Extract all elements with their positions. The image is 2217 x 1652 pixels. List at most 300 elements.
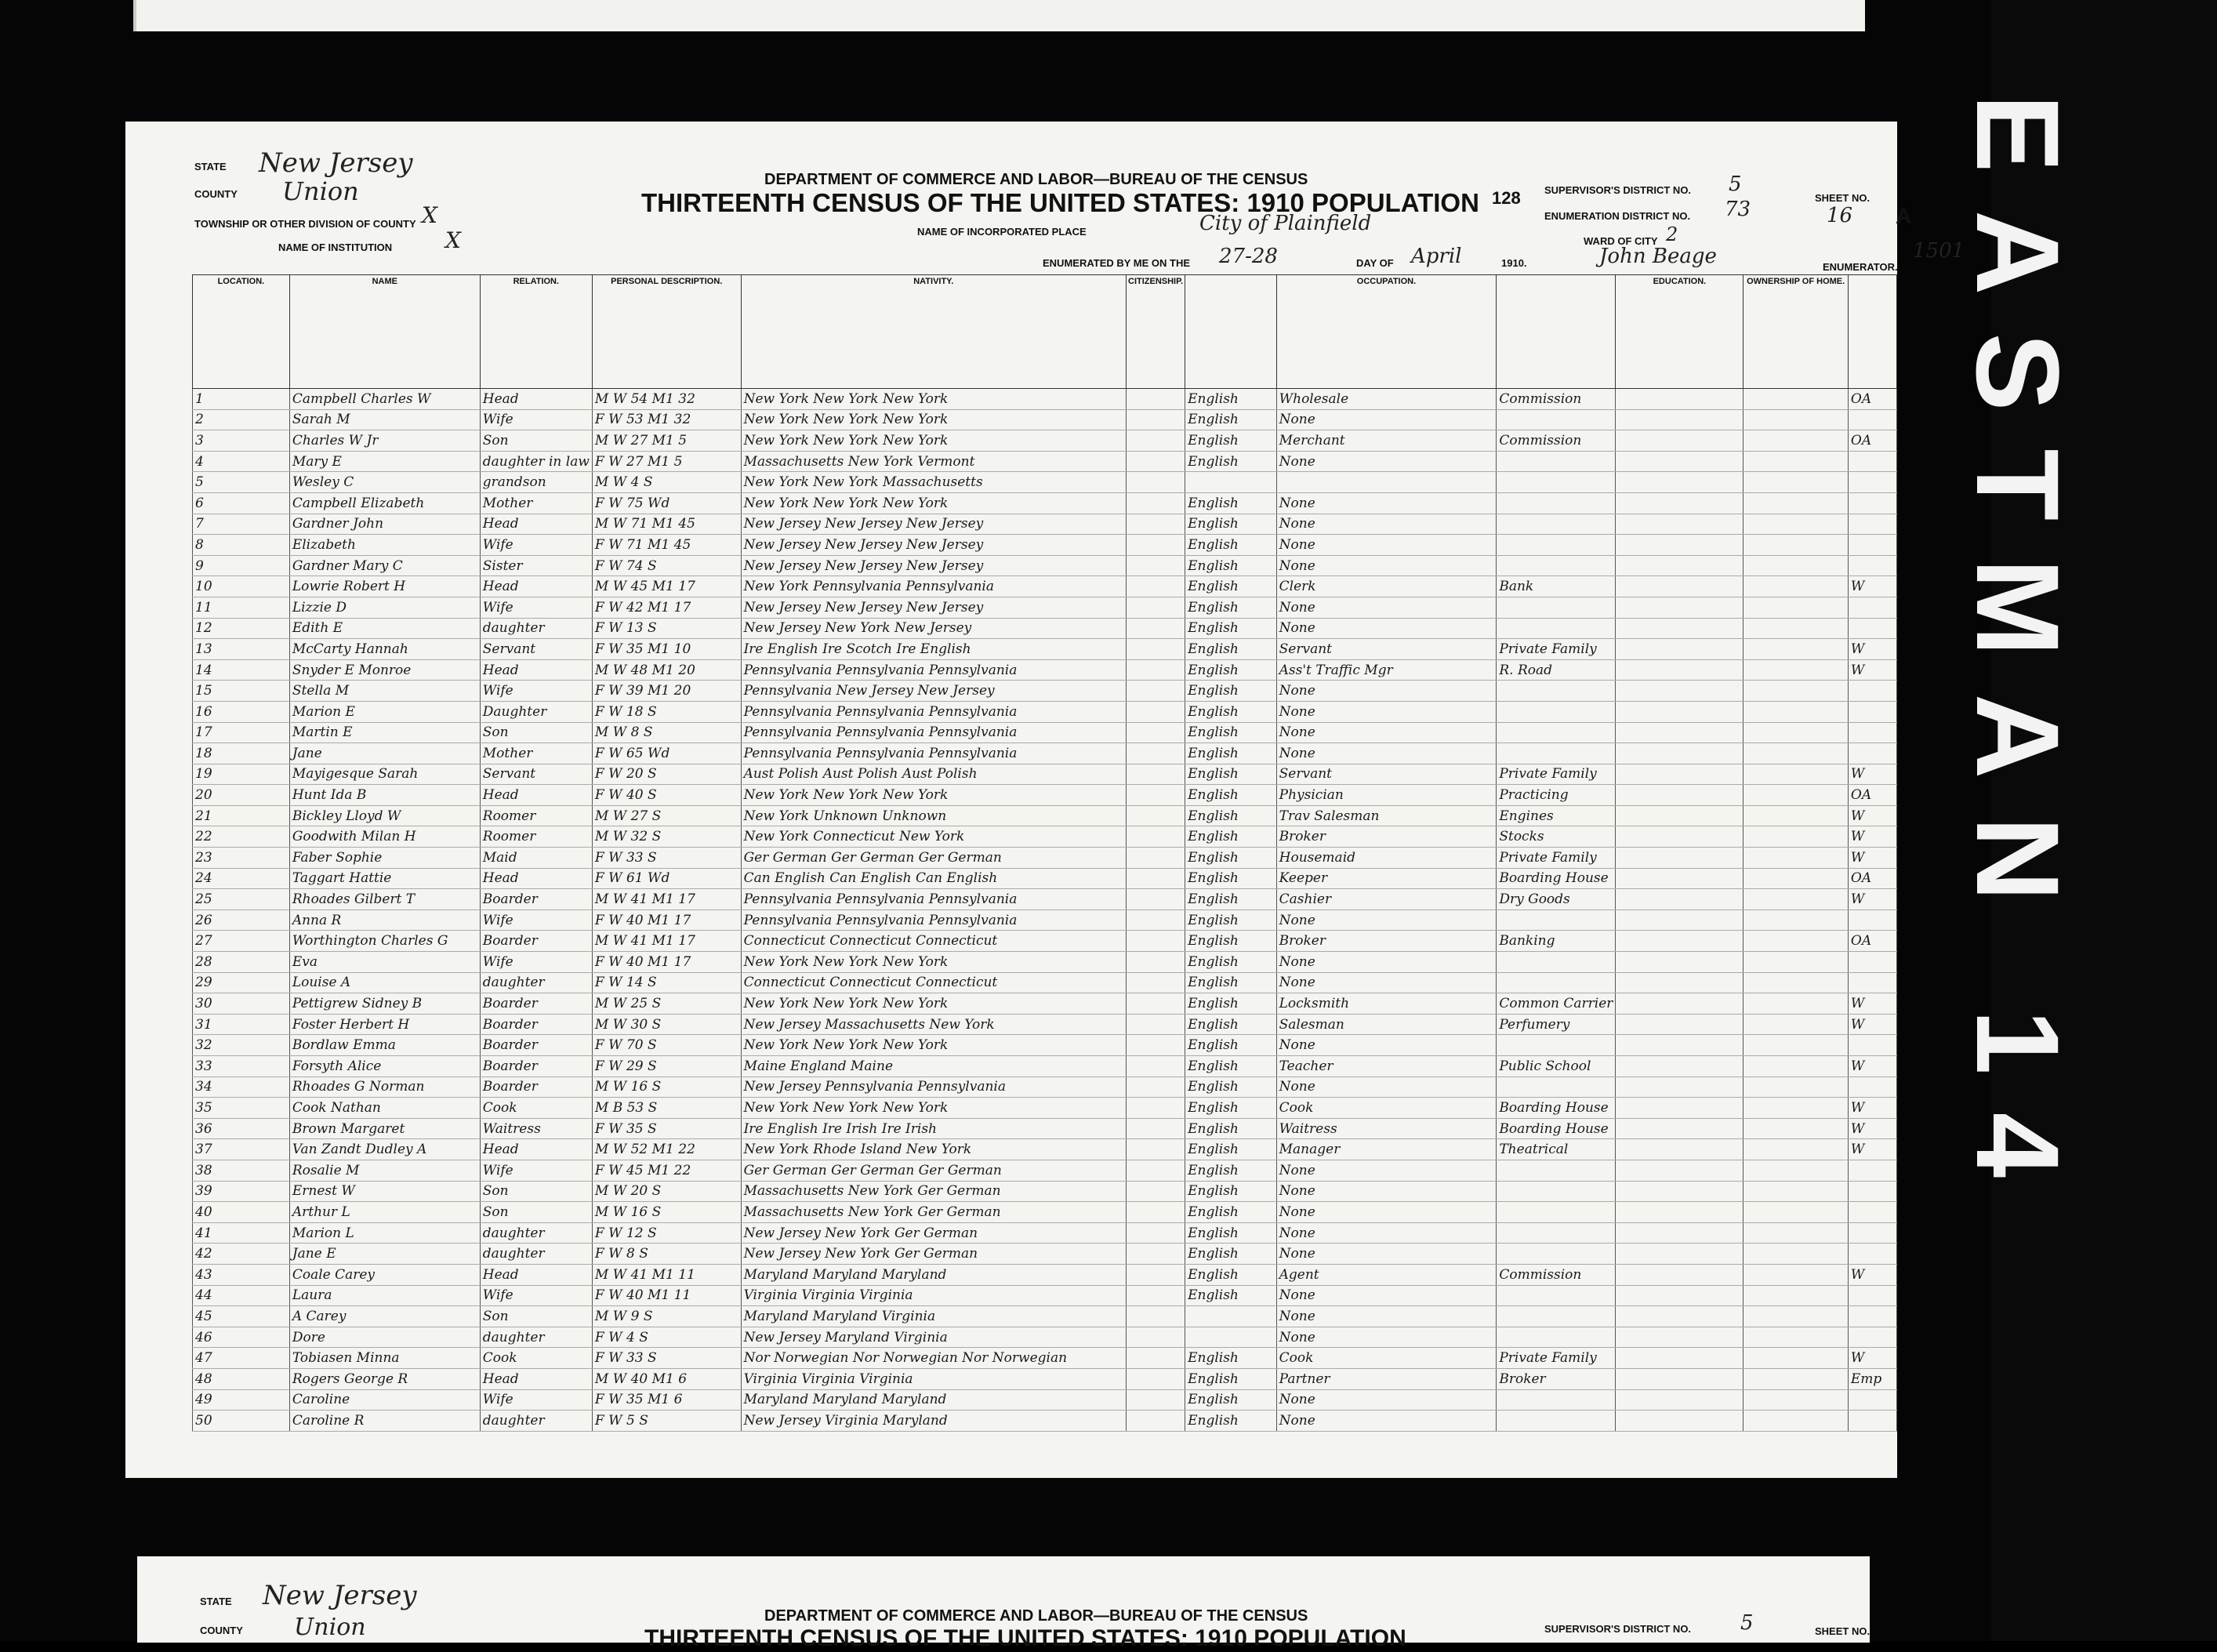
cell-ownership (1743, 681, 1849, 702)
cell-citizenship (1127, 492, 1185, 514)
cell-employer-class (1848, 555, 1896, 576)
cell-occupation: Cashier (1276, 889, 1497, 910)
cell-employer-class: W (1848, 1118, 1896, 1139)
cell-citizenship (1127, 1368, 1185, 1389)
cell-personal: F W 74 S (592, 555, 741, 576)
cell-industry: Engines (1497, 805, 1616, 826)
enumerated-label: ENUMERATED BY ME ON THE (1043, 257, 1191, 269)
cell-name: Sarah M (289, 409, 480, 430)
cell-occupation: None (1276, 1244, 1497, 1265)
cell-industry: Boarding House (1497, 868, 1616, 889)
cell-line-number: 44 (193, 1285, 290, 1306)
cell-nativity: New Jersey New Jersey New Jersey (741, 514, 1126, 535)
cell-education (1616, 1327, 1743, 1348)
cell-industry: Private Family (1497, 848, 1616, 869)
cell-ownership (1743, 1327, 1849, 1348)
cell-name: Dore (289, 1327, 480, 1348)
cell-nativity: New York Connecticut New York (741, 826, 1126, 848)
cell-relation: Head (480, 1368, 592, 1389)
institution-label: NAME OF INSTITUTION (278, 241, 393, 253)
cell-ownership (1743, 451, 1849, 472)
table-row (193, 639, 1897, 660)
cell-education (1616, 1348, 1743, 1369)
cell-ownership (1743, 659, 1849, 681)
cell-citizenship (1127, 409, 1185, 430)
cell-occupation: Waitress (1276, 1118, 1497, 1139)
cell-relation: Servant (480, 764, 592, 785)
cell-relation: Cook (480, 1348, 592, 1369)
cell-line-number: 43 (193, 1264, 290, 1285)
cell-relation: Head (480, 1139, 592, 1160)
cell-education (1616, 785, 1743, 806)
cell-education (1616, 1077, 1743, 1098)
cell-nativity: New York New York New York (741, 389, 1126, 410)
sheet-letter: A (1896, 204, 1912, 228)
cell-employer-class (1848, 1244, 1896, 1265)
cell-relation: Head (480, 514, 592, 535)
cell-ownership (1743, 1202, 1849, 1223)
cell-education (1616, 952, 1743, 973)
cell-citizenship (1127, 1181, 1185, 1202)
cell-personal: M W 25 S (592, 993, 741, 1015)
table-row (193, 1264, 1897, 1285)
cell-name: Ernest W (289, 1181, 480, 1202)
cell-relation: daughter (480, 972, 592, 993)
cell-relation: Cook (480, 1098, 592, 1119)
cell-line-number: 36 (193, 1118, 290, 1139)
cell-employer-class: W (1848, 1056, 1896, 1077)
cell-occupation: Broker (1276, 826, 1497, 848)
cell-occupation: Cook (1276, 1098, 1497, 1119)
cell-nativity: Maryland Maryland Maryland (741, 1264, 1126, 1285)
cell-personal: F W 35 S (592, 1118, 741, 1139)
cell-education (1616, 826, 1743, 848)
cell-relation: Son (480, 1306, 592, 1327)
next-sheet-label: SHEET NO. (1815, 1625, 1870, 1637)
cell-employer-class (1848, 1411, 1896, 1432)
next-department-line: DEPARTMENT OF COMMERCE AND LABOR—BUREAU OF THE CENSUS (764, 1607, 1308, 1625)
enum-district-label: ENUMERATION DISTRICT NO. (1544, 210, 1691, 222)
cell-occupation: None (1276, 1222, 1497, 1244)
table-row (193, 764, 1897, 785)
cell-industry (1497, 555, 1616, 576)
table-row (193, 1348, 1897, 1369)
column-name: NAME (289, 275, 480, 389)
cell-relation: daughter (480, 618, 592, 639)
cell-ownership (1743, 1035, 1849, 1056)
table-row (193, 931, 1897, 952)
cell-line-number: 33 (193, 1056, 290, 1077)
table-row (193, 972, 1897, 993)
cell-citizenship (1127, 826, 1185, 848)
cell-ownership (1743, 1244, 1849, 1265)
cell-citizenship (1127, 639, 1185, 660)
cell-personal: M W 8 S (592, 722, 741, 743)
cell-name: Charles W Jr (289, 430, 480, 452)
cell-citizenship (1127, 1160, 1185, 1181)
cell-citizenship (1127, 618, 1185, 639)
cell-personal: M W 71 M1 45 (592, 514, 741, 535)
cell-relation: Wife (480, 952, 592, 973)
cell-line-number: 8 (193, 535, 290, 556)
cell-name: Marion E (289, 701, 480, 722)
cell-industry (1497, 1077, 1616, 1098)
cell-nativity: New York Rhode Island New York (741, 1139, 1126, 1160)
cell-name: Laura (289, 1285, 480, 1306)
enum-district-value: 73 (1725, 198, 1751, 221)
cell-nativity: New Jersey New York Ger German (741, 1244, 1126, 1265)
cell-ownership (1743, 952, 1849, 973)
cell-employer-class: W (1848, 659, 1896, 681)
cell-occupation: None (1276, 1035, 1497, 1056)
table-row (193, 1014, 1897, 1035)
cell-line-number: 17 (193, 722, 290, 743)
cell-line-number: 15 (193, 681, 290, 702)
cell-language: English (1185, 805, 1277, 826)
cell-citizenship (1127, 1348, 1185, 1369)
cell-name: Snyder E Monroe (289, 659, 480, 681)
cell-relation: Servant (480, 639, 592, 660)
cell-nativity: New Jersey New York Ger German (741, 1222, 1126, 1244)
year-value: 1910. (1501, 257, 1527, 269)
state-label: STATE (194, 161, 227, 172)
cell-nativity: Massachusetts New York Ger German (741, 1181, 1126, 1202)
cell-industry (1497, 409, 1616, 430)
cell-name: Rosalie M (289, 1160, 480, 1181)
cell-ownership (1743, 1014, 1849, 1035)
cell-citizenship (1127, 430, 1185, 452)
cell-occupation: Wholesale (1276, 389, 1497, 410)
cell-name: Tobiasen Minna (289, 1348, 480, 1369)
cell-ownership (1743, 972, 1849, 993)
cell-employer-class: W (1848, 764, 1896, 785)
cell-ownership (1743, 1411, 1849, 1432)
cell-employer-class (1848, 451, 1896, 472)
cell-industry: Commission (1497, 430, 1616, 452)
cell-citizenship (1127, 555, 1185, 576)
cell-relation: Son (480, 722, 592, 743)
cell-education (1616, 555, 1743, 576)
cell-name: Campbell Charles W (289, 389, 480, 410)
cell-nativity: New York New York New York (741, 1035, 1126, 1056)
cell-personal: F W 40 M1 17 (592, 910, 741, 931)
cell-personal: M W 40 M1 6 (592, 1368, 741, 1389)
next-state-label: STATE (200, 1596, 232, 1607)
cell-occupation: Manager (1276, 1139, 1497, 1160)
cell-education (1616, 1139, 1743, 1160)
cell-line-number: 13 (193, 639, 290, 660)
cell-relation: Roomer (480, 826, 592, 848)
cell-personal: F W 20 S (592, 764, 741, 785)
cell-industry (1497, 1160, 1616, 1181)
place-value: City of Plainfield (1199, 212, 1372, 235)
cell-employer-class: OA (1848, 785, 1896, 806)
cell-occupation: Locksmith (1276, 993, 1497, 1015)
cell-language: English (1185, 1411, 1277, 1432)
cell-language: English (1185, 1222, 1277, 1244)
cell-occupation: None (1276, 972, 1497, 993)
cell-industry (1497, 535, 1616, 556)
cell-education (1616, 1264, 1743, 1285)
cell-line-number: 32 (193, 1035, 290, 1056)
table-row (193, 848, 1897, 869)
cell-ownership (1743, 1285, 1849, 1306)
cell-language: English (1185, 492, 1277, 514)
cell-industry (1497, 952, 1616, 973)
cell-citizenship (1127, 993, 1185, 1015)
cell-nativity: Massachusetts New York Ger German (741, 1202, 1126, 1223)
column-relation: RELATION. (480, 275, 592, 389)
cell-name: Mary E (289, 451, 480, 472)
cell-name: Edith E (289, 618, 480, 639)
cell-nativity: Nor Norwegian Nor Norwegian Nor Norwegian (741, 1348, 1126, 1369)
cell-name: McCarty Hannah (289, 639, 480, 660)
cell-line-number: 10 (193, 576, 290, 597)
cell-occupation: Teacher (1276, 1056, 1497, 1077)
cell-name: Elizabeth (289, 535, 480, 556)
cell-ownership (1743, 1222, 1849, 1244)
table-row (193, 805, 1897, 826)
cell-employer-class (1848, 1327, 1896, 1348)
cell-education (1616, 993, 1743, 1015)
cell-occupation: Clerk (1276, 576, 1497, 597)
cell-ownership (1743, 409, 1849, 430)
cell-name: Campbell Elizabeth (289, 492, 480, 514)
cell-line-number: 28 (193, 952, 290, 973)
column-personal-description: PERSONAL DESCRIPTION. (592, 275, 741, 389)
cell-nativity: Pennsylvania Pennsylvania Pennsylvania (741, 743, 1126, 764)
cell-name: Jane E (289, 1244, 480, 1265)
cell-language: English (1185, 409, 1277, 430)
cell-language: English (1185, 1264, 1277, 1285)
cell-nativity: New Jersey Pennsylvania Pennsylvania (741, 1077, 1126, 1098)
table-row (193, 1389, 1897, 1411)
cell-nativity: New Jersey New Jersey New Jersey (741, 555, 1126, 576)
cell-personal: F W 40 M1 11 (592, 1285, 741, 1306)
cell-language: English (1185, 722, 1277, 743)
cell-citizenship (1127, 868, 1185, 889)
cell-education (1616, 472, 1743, 493)
cell-relation: daughter in law (480, 451, 592, 472)
cell-relation: Wife (480, 597, 592, 618)
cell-personal: M W 20 S (592, 1181, 741, 1202)
cell-industry (1497, 1202, 1616, 1223)
cell-personal: M W 27 S (592, 805, 741, 826)
cell-employer-class (1848, 701, 1896, 722)
cell-personal: M W 4 S (592, 472, 741, 493)
cell-name: Rogers George R (289, 1368, 480, 1389)
cell-industry (1497, 1411, 1616, 1432)
cell-occupation: None (1276, 492, 1497, 514)
cell-occupation: None (1276, 701, 1497, 722)
cell-relation: Wife (480, 1389, 592, 1411)
cell-ownership (1743, 848, 1849, 869)
cell-relation: Head (480, 389, 592, 410)
table-row (193, 1118, 1897, 1139)
cell-relation: Mother (480, 743, 592, 764)
next-supervisor-label: SUPERVISOR'S DISTRICT NO. (1544, 1623, 1692, 1635)
cell-personal: M W 16 S (592, 1077, 741, 1098)
cell-name: Worthington Charles G (289, 931, 480, 952)
cell-occupation: Merchant (1276, 430, 1497, 452)
cell-language: English (1185, 1118, 1277, 1139)
cell-industry (1497, 597, 1616, 618)
cell-nativity: New York Unknown Unknown (741, 805, 1126, 826)
cell-citizenship (1127, 451, 1185, 472)
cell-personal: F W 42 M1 17 (592, 597, 741, 618)
cell-line-number: 47 (193, 1348, 290, 1369)
cell-industry: R. Road (1497, 659, 1616, 681)
cell-industry (1497, 1389, 1616, 1411)
cell-name: Coale Carey (289, 1264, 480, 1285)
cell-nativity: New Jersey New Jersey New Jersey (741, 535, 1126, 556)
table-row (193, 1181, 1897, 1202)
cell-ownership (1743, 993, 1849, 1015)
column-nativity: NATIVITY. (741, 275, 1126, 389)
cell-industry: Practicing (1497, 785, 1616, 806)
cell-name: Foster Herbert H (289, 1014, 480, 1035)
cell-occupation (1276, 472, 1497, 493)
cell-language: English (1185, 597, 1277, 618)
cell-citizenship (1127, 597, 1185, 618)
cell-nativity: Ger German Ger German Ger German (741, 1160, 1126, 1181)
cell-relation: daughter (480, 1327, 592, 1348)
cell-occupation: None (1276, 597, 1497, 618)
cell-ownership (1743, 1118, 1849, 1139)
cell-occupation: None (1276, 743, 1497, 764)
cell-ownership (1743, 743, 1849, 764)
cell-name: Cook Nathan (289, 1098, 480, 1119)
cell-relation: Roomer (480, 805, 592, 826)
cell-citizenship (1127, 472, 1185, 493)
cell-language: English (1185, 785, 1277, 806)
cell-industry (1497, 1327, 1616, 1348)
cell-employer-class (1848, 514, 1896, 535)
cell-nativity: New York New York New York (741, 430, 1126, 452)
cell-industry: Boarding House (1497, 1098, 1616, 1119)
cell-language: English (1185, 701, 1277, 722)
table-row (193, 1056, 1897, 1077)
cell-industry: Public School (1497, 1056, 1616, 1077)
cell-personal: F W 40 S (592, 785, 741, 806)
cell-line-number: 26 (193, 910, 290, 931)
table-row (193, 597, 1897, 618)
cell-personal: M W 27 M1 5 (592, 430, 741, 452)
cell-personal: F W 75 Wd (592, 492, 741, 514)
cell-citizenship (1127, 1077, 1185, 1098)
cell-ownership (1743, 701, 1849, 722)
cell-employer-class (1848, 681, 1896, 702)
cell-education (1616, 576, 1743, 597)
cell-relation: Head (480, 1264, 592, 1285)
cell-education (1616, 1222, 1743, 1244)
table-row (193, 1306, 1897, 1327)
state-value: New Jersey (259, 147, 413, 179)
cell-occupation: Ass't Traffic Mgr (1276, 659, 1497, 681)
table-row (193, 389, 1897, 410)
cell-education (1616, 848, 1743, 869)
cell-citizenship (1127, 910, 1185, 931)
column-occupation: OCCUPATION. (1276, 275, 1497, 389)
cell-relation: Sister (480, 555, 592, 576)
cell-language (1185, 1327, 1277, 1348)
cell-relation: Head (480, 868, 592, 889)
cell-line-number: 27 (193, 931, 290, 952)
cell-ownership (1743, 514, 1849, 535)
cell-name: Caroline (289, 1389, 480, 1411)
table-row (193, 409, 1897, 430)
cell-nativity: Connecticut Connecticut Connecticut (741, 931, 1126, 952)
cell-ownership (1743, 1348, 1849, 1369)
cell-employer-class (1848, 972, 1896, 993)
column-language (1185, 275, 1277, 389)
cell-language: English (1185, 1202, 1277, 1223)
cell-occupation: None (1276, 681, 1497, 702)
cell-language: English (1185, 1077, 1277, 1098)
cell-industry: Dry Goods (1497, 889, 1616, 910)
cell-ownership (1743, 889, 1849, 910)
cell-industry (1497, 1222, 1616, 1244)
cell-education (1616, 1202, 1743, 1223)
cell-citizenship (1127, 576, 1185, 597)
cell-nativity: New York New York New York (741, 409, 1126, 430)
sheet-number: 16 (1827, 204, 1853, 227)
cell-employer-class: W (1848, 889, 1896, 910)
cell-industry: Private Family (1497, 764, 1616, 785)
cell-line-number: 6 (193, 492, 290, 514)
cell-language: English (1185, 1181, 1277, 1202)
cell-citizenship (1127, 1139, 1185, 1160)
cell-employer-class: OA (1848, 931, 1896, 952)
cell-citizenship (1127, 1306, 1185, 1327)
next-county-label: COUNTY (200, 1625, 243, 1636)
cell-language: English (1185, 514, 1277, 535)
cell-personal: M W 48 M1 20 (592, 659, 741, 681)
cell-personal: M W 41 M1 11 (592, 1264, 741, 1285)
cell-occupation: None (1276, 1389, 1497, 1411)
cell-nativity: Ire English Ire Scotch Ire English (741, 639, 1126, 660)
cell-education (1616, 1118, 1743, 1139)
cell-education (1616, 389, 1743, 410)
census-title: THIRTEENTH CENSUS OF THE UNITED STATES: 1910 POPULATION (641, 188, 1479, 217)
cell-personal: F W 35 M1 10 (592, 639, 741, 660)
cell-personal: F W 53 M1 32 (592, 409, 741, 430)
cell-relation: Waitress (480, 1118, 592, 1139)
table-row (193, 514, 1897, 535)
cell-name: Martin E (289, 722, 480, 743)
cell-personal: F W 8 S (592, 1244, 741, 1265)
cell-employer-class (1848, 1077, 1896, 1098)
table-row (193, 785, 1897, 806)
next-census-title: THIRTEENTH CENSUS OF THE UNITED STATES: 1910 POPULATION (644, 1625, 1406, 1651)
column-education: EDUCATION. (1616, 275, 1743, 389)
cell-occupation: None (1276, 451, 1497, 472)
cell-occupation: None (1276, 1181, 1497, 1202)
table-row (193, 430, 1897, 452)
cell-line-number: 48 (193, 1368, 290, 1389)
cell-nativity: Pennsylvania New Jersey New Jersey (741, 681, 1126, 702)
table-row (193, 868, 1897, 889)
cell-line-number: 38 (193, 1160, 290, 1181)
cell-nativity: New York New York Massachusetts (741, 472, 1126, 493)
cell-relation: Boarder (480, 1056, 592, 1077)
cell-occupation: Trav Salesman (1276, 805, 1497, 826)
cell-relation: Head (480, 659, 592, 681)
cell-citizenship (1127, 389, 1185, 410)
county-label: COUNTY (194, 188, 238, 200)
cell-personal: M W 30 S (592, 1014, 741, 1035)
table-row (193, 743, 1897, 764)
